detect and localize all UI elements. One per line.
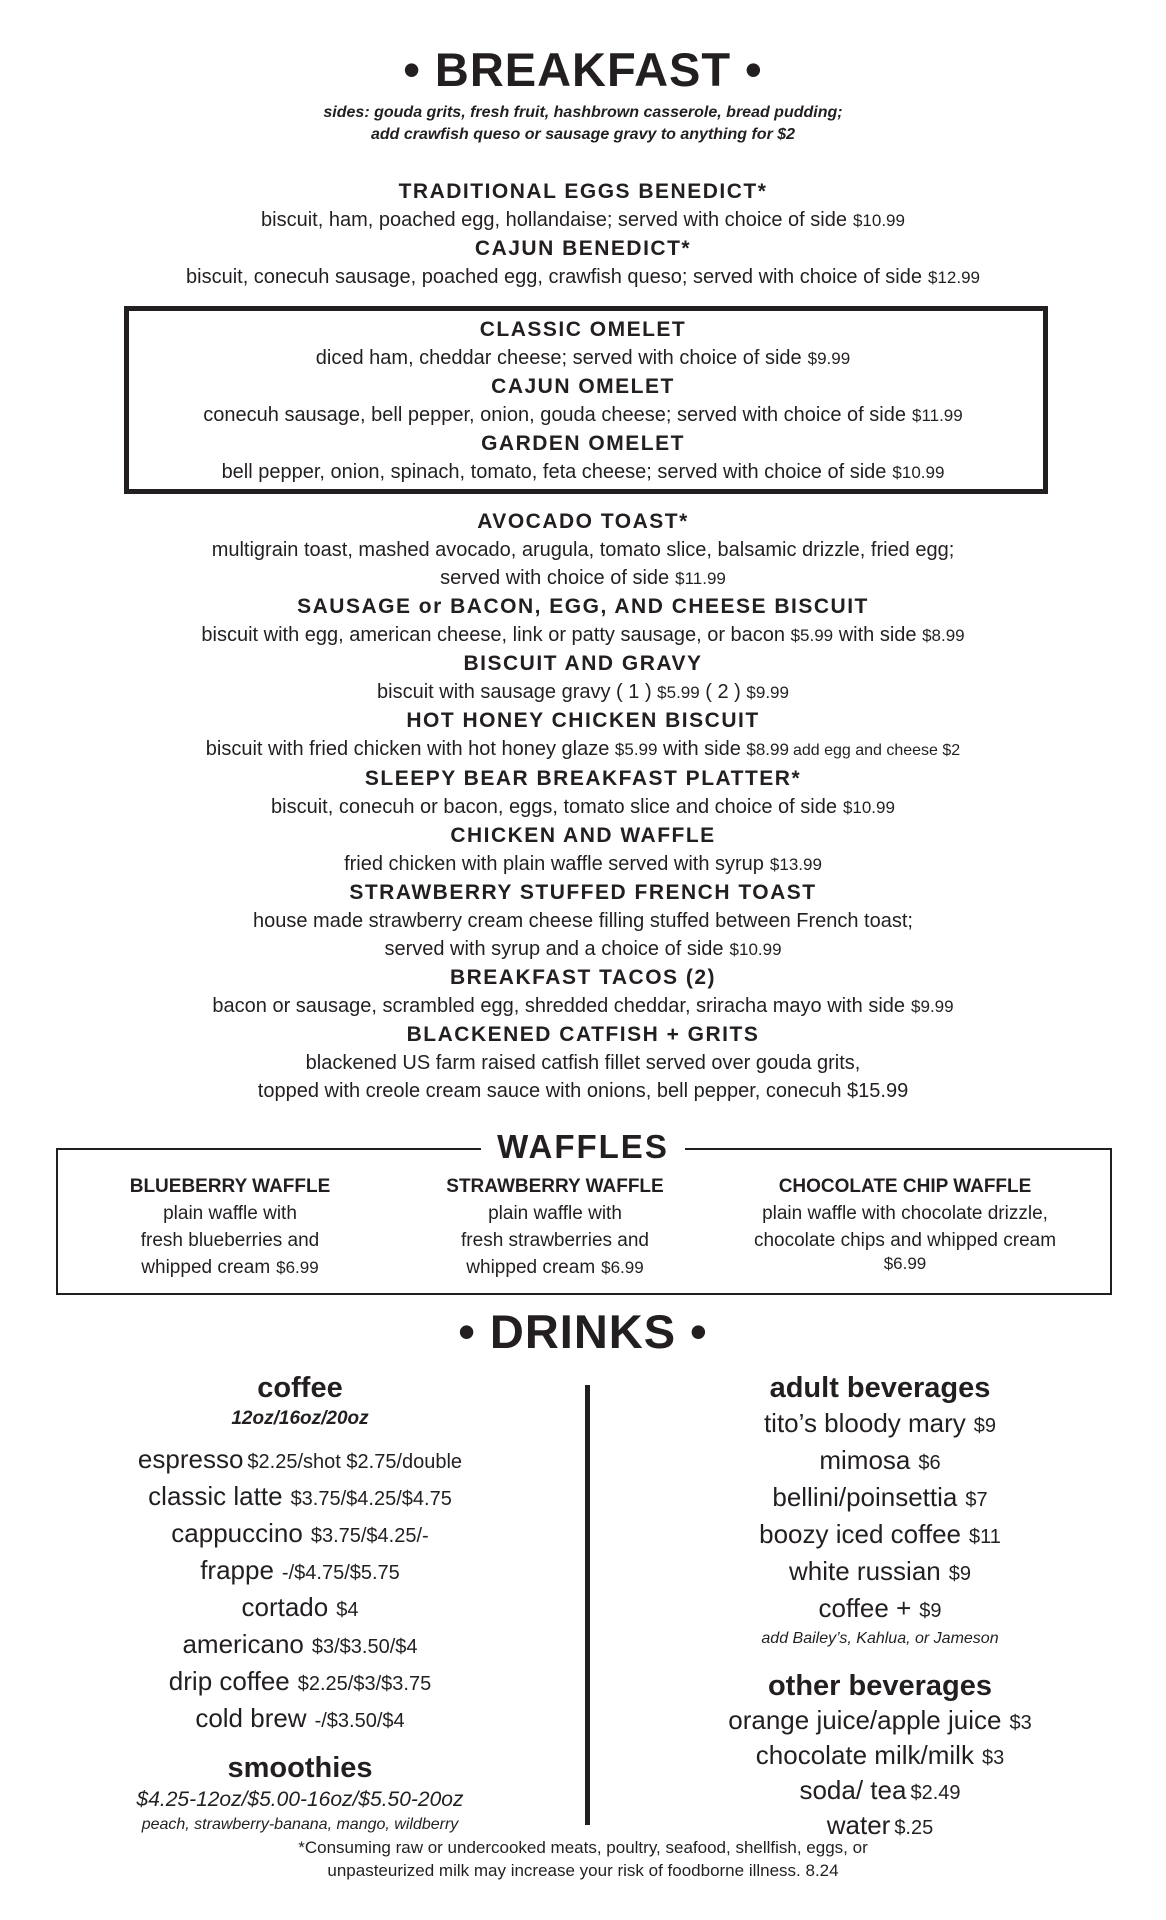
price: $11.99 xyxy=(911,406,963,425)
desc-text: biscuit, conecuh sausage, poached egg, crawfish queso; served with choice of side xyxy=(186,266,922,288)
adult-note: add Bailey’s, Kahlua, or Jameson xyxy=(761,1630,999,1647)
desc-text: topped with creole cream sauce with onions, bell pepper, conecuh xyxy=(257,1080,842,1102)
item-title: SLEEPY BEAR BREAKFAST PLATTER* xyxy=(364,767,802,790)
price: $9.99 xyxy=(746,683,789,702)
drink-price: $.25 xyxy=(894,1817,934,1839)
drink-price: $2.49 xyxy=(910,1782,961,1804)
drink-name: tito’s bloody mary xyxy=(763,1408,966,1438)
item-desc xyxy=(0,850,1166,879)
desc-text: with side xyxy=(663,738,741,760)
footer-line-1: *Consuming raw or undercooked meats, poultry, seafood, shellfish, eggs, or xyxy=(298,1838,868,1857)
drink-name: orange juice/apple juice xyxy=(728,1705,1002,1735)
desc-text: served with syrup and a choice of side xyxy=(384,938,724,960)
item-title: BISCUIT AND GRAVY xyxy=(463,652,703,675)
desc-text: biscuit with sausage gravy xyxy=(377,681,611,703)
drink-name: cappuccino xyxy=(171,1518,303,1548)
smoothies-flavors: peach, strawberry-banana, mango, wildberry xyxy=(141,1816,459,1833)
drink-name: classic latte xyxy=(148,1481,283,1511)
drink-item xyxy=(620,1480,1140,1517)
drink-price: $9 xyxy=(919,1600,942,1622)
item-desc xyxy=(0,621,1166,650)
waffle-desc: plain waffle with chocolate drizzle, xyxy=(762,1203,1048,1224)
price: $12.99 xyxy=(928,268,980,287)
drink-name: cold brew xyxy=(195,1703,307,1733)
sides-note xyxy=(0,102,1166,146)
price: $11.99 xyxy=(675,569,726,588)
price: $10.99 xyxy=(892,463,945,482)
benedict-section xyxy=(0,178,1166,292)
drink-price: -/$3.50/$4 xyxy=(314,1710,405,1732)
drink-item xyxy=(40,1701,560,1738)
drink-price: $3/$3.50/$4 xyxy=(311,1636,418,1658)
drink-item xyxy=(40,1627,560,1664)
waffle-desc: fresh strawberries and xyxy=(461,1230,649,1251)
waffle-desc: plain waffle with xyxy=(163,1203,297,1224)
drink-item xyxy=(620,1517,1140,1554)
addon-note: add egg and cheese $2 xyxy=(792,742,961,759)
desc-text: fried chicken with plain waffle served with syrup xyxy=(344,853,764,875)
waffles-title: WAFFLES xyxy=(481,1128,685,1165)
other-title: other beverages xyxy=(767,1670,993,1702)
price: $10.99 xyxy=(729,940,782,959)
drink-price: $9 xyxy=(973,1415,997,1437)
price: $13.99 xyxy=(769,855,822,874)
quantity: ( 1 ) xyxy=(616,681,652,703)
waffle-desc: fresh blueberries and xyxy=(140,1230,320,1251)
desc-text: whipped cream xyxy=(466,1257,596,1278)
drink-name: chocolate milk/milk xyxy=(755,1740,974,1770)
breakfast-items xyxy=(0,508,1166,1105)
drink-name: soda/ tea xyxy=(799,1775,907,1805)
price: $6.99 xyxy=(276,1258,319,1277)
drinks-title: • DRINKS • xyxy=(458,1305,708,1358)
drink-name: espresso xyxy=(137,1444,244,1474)
price: $10.99 xyxy=(852,211,905,230)
drink-name: cortado xyxy=(241,1592,329,1622)
drink-name: americano xyxy=(182,1629,304,1659)
waffle-desc: plain waffle with xyxy=(488,1203,622,1224)
item-desc xyxy=(0,564,1166,593)
item-desc: blackened US farm raised catfish fillet served over gouda grits, xyxy=(305,1052,861,1074)
drink-name: drip coffee xyxy=(168,1666,290,1696)
item-desc xyxy=(0,793,1166,822)
item-desc xyxy=(0,206,1166,235)
drink-price: $3.75/$4.25/$4.75 xyxy=(290,1488,452,1510)
price: $10.99 xyxy=(842,798,895,817)
drink-item xyxy=(620,1739,1140,1774)
price: $9.99 xyxy=(911,997,954,1016)
item-title: TRADITIONAL EGGS BENEDICT* xyxy=(398,180,768,203)
desc-text: diced ham, cheddar cheese; served with choice of side xyxy=(315,347,802,369)
drink-price: $6 xyxy=(918,1452,941,1474)
drink-item xyxy=(40,1516,560,1553)
waffles-title-wrap xyxy=(0,1128,1166,1166)
price: $5.99 xyxy=(657,683,700,702)
smoothies-title: smoothies xyxy=(227,1752,373,1784)
drink-price: $2.25/shot $2.75/double xyxy=(247,1451,463,1473)
price: $6.99 xyxy=(883,1254,927,1273)
item-desc: house made strawberry cream cheese filling stuffed between French toast; xyxy=(253,910,913,932)
price: $8.99 xyxy=(746,740,789,759)
adult-beverages-section xyxy=(620,1370,1140,1844)
price: $8.99 xyxy=(922,626,965,645)
item-desc xyxy=(0,344,1166,373)
drink-price: $9 xyxy=(948,1563,971,1585)
item-desc xyxy=(0,935,1166,964)
item-title: SAUSAGE or BACON, EGG, AND CHEESE BISCUIT xyxy=(297,595,869,618)
footer-line-2: unpasteurized milk may increase your risk of foodborne illness. 8.24 xyxy=(327,1861,839,1880)
drink-price: $11 xyxy=(969,1526,1001,1548)
waffle-item xyxy=(715,1174,1095,1274)
item-title: CAJUN BENEDICT* xyxy=(474,237,692,260)
item-title: BLACKENED CATFISH + GRITS xyxy=(406,1023,760,1046)
column-divider xyxy=(585,1385,590,1825)
waffle-title: CHOCOLATE CHIP WAFFLE xyxy=(778,1176,1032,1197)
item-title: AVOCADO TOAST* xyxy=(477,510,689,533)
waffle-desc: chocolate chips and whipped cream xyxy=(753,1230,1057,1251)
omelet-section xyxy=(0,316,1166,487)
price: $5.99 xyxy=(614,740,658,759)
waffle-title: BLUEBERRY WAFFLE xyxy=(129,1176,331,1197)
item-desc xyxy=(0,458,1166,487)
waffle-item xyxy=(405,1174,705,1281)
footer-disclaimer xyxy=(0,1836,1166,1882)
drink-price: $3.75/$4.25/- xyxy=(310,1525,429,1547)
desc-text: served with choice of side xyxy=(440,567,670,589)
item-desc xyxy=(0,263,1166,292)
drink-item xyxy=(620,1554,1140,1591)
desc-text: with side xyxy=(838,624,917,646)
desc-text: bacon or sausage, scrambled egg, shredded cheddar, sriracha mayo with side xyxy=(212,995,906,1017)
item-desc xyxy=(0,1077,1166,1105)
drink-price: $3 xyxy=(981,1747,1005,1769)
desc-text: whipped cream xyxy=(141,1257,271,1278)
item-desc xyxy=(0,735,1166,765)
drink-item xyxy=(620,1443,1140,1480)
quantity: ( 2 ) xyxy=(705,681,741,703)
drink-name: mimosa xyxy=(819,1445,911,1475)
coffee-sizes: 12oz/16oz/20oz xyxy=(231,1408,369,1429)
waffle-desc xyxy=(405,1254,705,1281)
drink-name: water xyxy=(826,1810,891,1840)
drink-item xyxy=(40,1442,560,1479)
item-desc xyxy=(0,678,1166,707)
drink-price: $3 xyxy=(1009,1712,1032,1734)
drink-price: $2.25/$3/$3.75 xyxy=(297,1673,432,1695)
price: $6.99 xyxy=(601,1258,644,1277)
drink-name: boozy iced coffee xyxy=(759,1519,961,1549)
drink-item xyxy=(40,1664,560,1701)
desc-text: bell pepper, onion, spinach, tomato, feta cheese; served with choice of side xyxy=(221,461,887,483)
breakfast-title: • BREAKFAST • xyxy=(403,43,763,96)
coffee-title: coffee xyxy=(257,1372,343,1404)
item-title: HOT HONEY CHICKEN BISCUIT xyxy=(406,709,760,732)
item-title: CLASSIC OMELET xyxy=(479,318,687,341)
smoothies-price: $4.25-12oz/$5.00-16oz/$5.50-20oz xyxy=(136,1788,464,1811)
desc-text: biscuit with egg, american cheese, link or patty sausage, or bacon xyxy=(201,624,786,646)
drink-price: $4 xyxy=(336,1599,359,1621)
item-desc xyxy=(0,401,1166,430)
drink-item xyxy=(620,1406,1140,1443)
item-title: GARDEN OMELET xyxy=(481,432,685,455)
item-desc xyxy=(0,992,1166,1021)
drink-item xyxy=(620,1704,1140,1739)
waffle-item xyxy=(80,1174,380,1281)
desc-text: biscuit, ham, poached egg, hollandaise; served with choice of side xyxy=(261,209,847,231)
drink-item xyxy=(620,1591,1140,1628)
item-desc: multigrain toast, mashed avocado, arugula, tomato slice, balsamic drizzle, fried egg; xyxy=(211,539,955,561)
desc-text: conecuh sausage, bell pepper, onion, gouda cheese; served with choice of side xyxy=(203,404,906,426)
desc-text: biscuit, conecuh or bacon, eggs, tomato slice and choice of side xyxy=(271,796,837,818)
sides-line-1: sides: gouda grits, fresh fruit, hashbrown casserole, bread pudding; xyxy=(323,104,843,121)
price: $5.99 xyxy=(790,626,834,645)
drink-item xyxy=(40,1553,560,1590)
drink-name: bellini/poinsettia xyxy=(772,1482,958,1512)
drink-name: frappe xyxy=(200,1555,274,1585)
price: $15.99 xyxy=(847,1080,909,1102)
drink-item xyxy=(620,1774,1140,1809)
item-title: CHICKEN AND WAFFLE xyxy=(450,824,716,847)
drink-price: -/$4.75/$5.75 xyxy=(281,1562,400,1584)
item-title: CAJUN OMELET xyxy=(491,375,675,398)
sides-line-2: add crawfish queso or sausage gravy to anything for $2 xyxy=(370,126,796,143)
adult-title: adult beverages xyxy=(769,1372,991,1404)
desc-text: biscuit with fried chicken with hot honey glaze xyxy=(205,738,610,760)
drink-name: coffee + xyxy=(818,1593,912,1623)
drink-price: $7 xyxy=(965,1489,988,1511)
coffee-section xyxy=(40,1370,560,1836)
drink-name: white russian xyxy=(789,1556,941,1586)
waffle-title: STRAWBERRY WAFFLE xyxy=(446,1176,664,1197)
drink-item xyxy=(40,1590,560,1627)
item-title: BREAKFAST TACOS (2) xyxy=(449,966,717,989)
item-title: STRAWBERRY STUFFED FRENCH TOAST xyxy=(349,881,817,904)
drink-item xyxy=(40,1479,560,1516)
waffle-desc xyxy=(80,1254,380,1281)
price: $9.99 xyxy=(807,349,851,368)
